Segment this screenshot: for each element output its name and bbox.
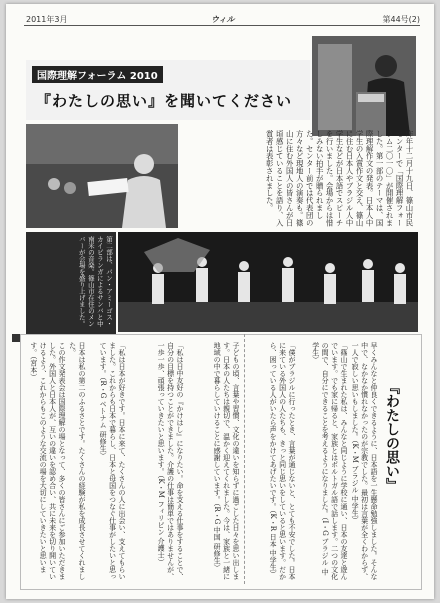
essay-1-author: （K・M ブラジル 中学生） bbox=[351, 440, 360, 524]
essay-3-author: （K・R 日本 中学生） bbox=[269, 510, 278, 578]
essay-6 bbox=[90, 342, 126, 582]
column-divider bbox=[244, 334, 245, 584]
essay-2-text: 「篠山で生まれた私は、みんなと同じように学校に通い、日本の友達と遊んでいます。でも家に帰ると、家族とはポルトガル語で話します。二つの文化の間で、自分にできることを考えるようになりました。 bbox=[321, 342, 348, 580]
header-date: 2011年3月 bbox=[26, 15, 68, 24]
corner-marker bbox=[12, 334, 20, 342]
essay-5-author: （K・M フィリピン 介護士） bbox=[157, 475, 166, 566]
essay-4-author: （R・G 中国 研修生） bbox=[213, 503, 222, 571]
essay-3 bbox=[248, 342, 296, 582]
award-photo bbox=[26, 124, 178, 228]
newsletter-name: ウィル bbox=[211, 15, 235, 24]
essay-6-text: 「私は日本が好きです。日本に来て、たくさんの人に出会い、支えてもらいました。これからも日本で暮らし、日本と母国をつなぐ仕事がしたいと思っています。 bbox=[99, 342, 126, 580]
closing-paragraph: この作文発表会は国際理解の場となって、多くの皆さんにご参加いただきました。外国人と日本人が、互いの違いを認め合い、共に未来を切り開いていけるよう、これからもこのような交流の場を大切にしていきたいと思います。（宮本） bbox=[29, 342, 66, 580]
essay-5-text: 「私は日中友好の『かけはし』になりたい。命を支える仕事をすることで、自分の目標を持つことができました。介護の仕事は簡単ではありませんが、一歩一歩、頑張っていきたいと思います。 bbox=[157, 342, 184, 580]
speaker-photo bbox=[312, 36, 416, 136]
header-issue: 第44号(2) bbox=[382, 15, 420, 24]
article-title: 『わたしの思い』を聞いてください bbox=[36, 92, 293, 110]
essay-7-text: 日本は私の第二のふるさとです。たくさんの経験が私を成長させてくれました。 bbox=[68, 342, 86, 580]
essay-1 bbox=[352, 342, 378, 582]
essay-4-text: 子どもの頃、言葉や習慣、文化の違いを知らずに過ごした日々を思い出します。日本の人たちは親切で、温かく迎えてくれました。今は、家族と一緒に地域の中で暮らしていけることに感謝しています。 bbox=[213, 342, 240, 580]
essay-3-text: 「僕がブラジルに行ったとき、言葉が通じないと、とても不安でした。日本に来ている外国人の人たちも、きっと同じ思いをしていると思います。だから、困っている人がいたら声をかけてあげたいです。 bbox=[269, 342, 296, 580]
article-intro: 昨年十二月十九日、篠山市民センターで「国際理解フォーラム二〇一〇」が開催されました。第一部のテーマは、国際理解作文の発表。日本人中学生の入賞作文と交え、篠山に住む日本人やブラジル人中学生などが日本語でスピーチを行いました。会場からは惜しみない拍手が贈られました。センター前では代表団の方々など現地人の演奏も。篠山に住む外国人の皆さんが日頃感じていることを語り、入賞者は表彰されました。 bbox=[265, 130, 414, 227]
essay-6-author: （R・G ベトナム 研修生） bbox=[99, 377, 108, 459]
photo-caption: 第二部は、パン・アミーゴス・カイピランガによるサンバと中南米の音楽。篠山市在住のメンバーが会場を盛り上げました。 bbox=[26, 232, 116, 334]
newsletter-page bbox=[6, 4, 434, 599]
forum-label: 国際理解フォーラム 2010 bbox=[32, 66, 163, 83]
essay-7 bbox=[70, 342, 86, 582]
essay-5 bbox=[130, 342, 184, 582]
essay-4 bbox=[188, 342, 240, 582]
essay-2-author: （I・G ブラジル 中学生） bbox=[311, 342, 330, 576]
section-title: 『わたしの思い』 bbox=[384, 380, 400, 492]
essay-1-text: 早くみんなと仲良くできるように、日本語を一生懸命勉強しました。そんな中で、なかなか慣れなかったのが宗教でした。最初は言葉が全くわからず、一人で寂しい思いもしました。 bbox=[351, 342, 378, 580]
essay-2 bbox=[300, 342, 348, 582]
samba-photo bbox=[118, 232, 418, 332]
header-rule bbox=[24, 25, 420, 26]
